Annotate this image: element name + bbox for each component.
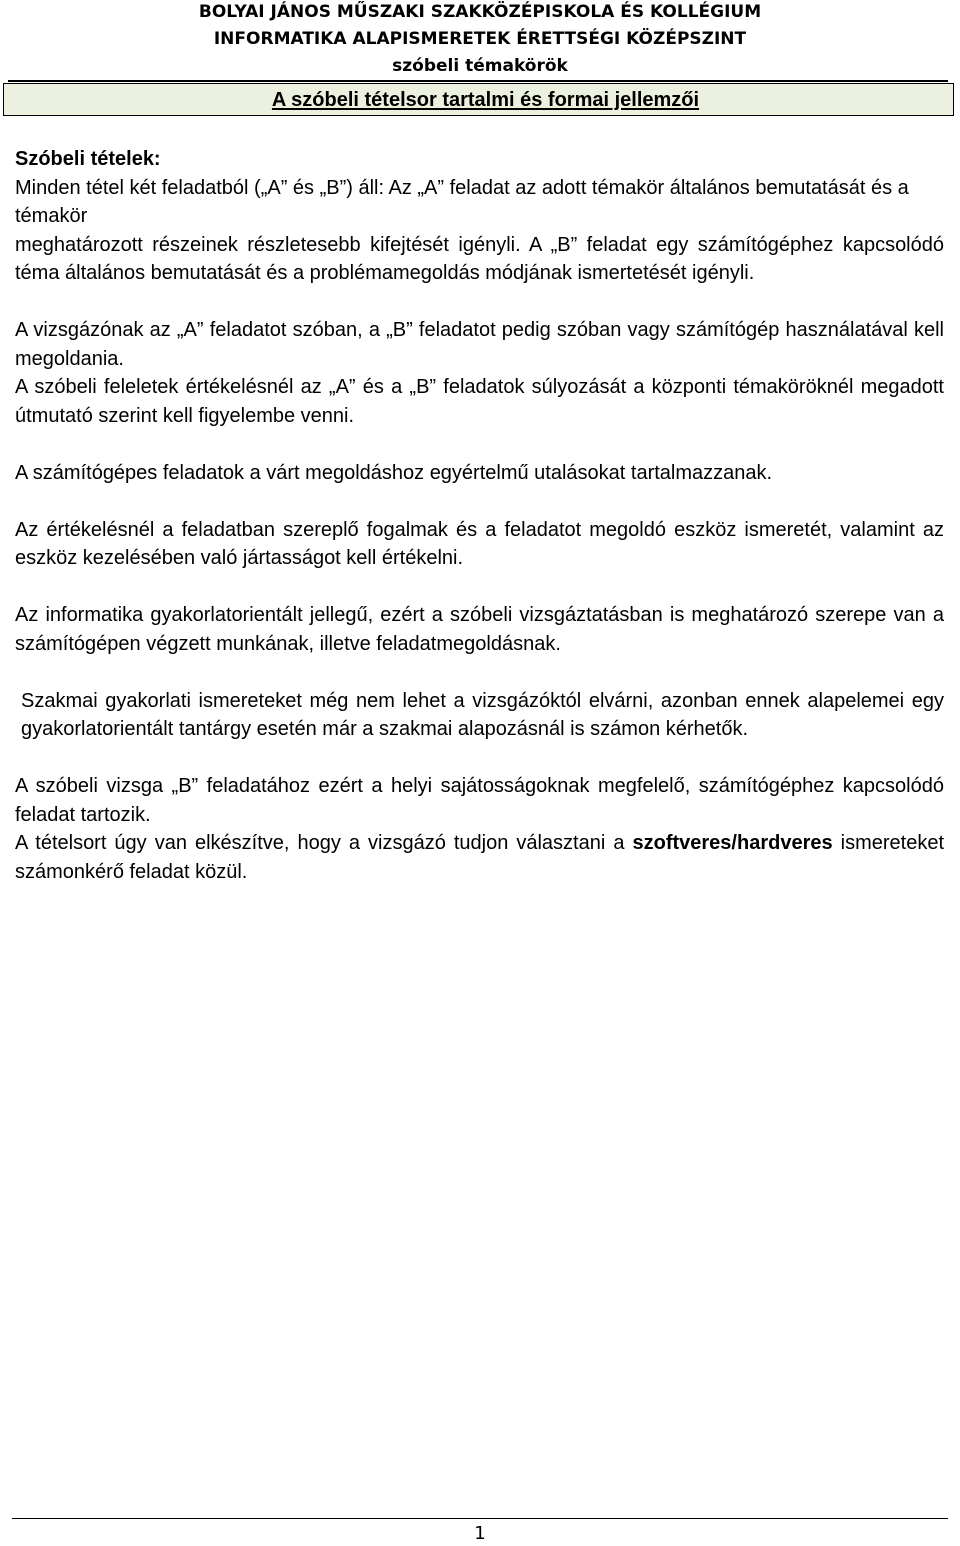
page-header [0, 0, 960, 80]
paragraph-computer-tasks: A számítógépes feladatok a várt megoldáshoz egyértelmű utalásokat tartalmazzanak. [15, 461, 773, 484]
footer-divider [12, 1518, 948, 1519]
paragraph-b-task: A szóbeli vizsga „B” feladatához ezért a helyi sajátosságoknak megfelelő, számítógéphez kapcsolódó feladat tartozik. [15, 775, 944, 826]
paragraph-intro-b: meghatározott részeinek részletesebb kifejtését igényli. A „B” feladat egy számítógéphez kapcsolódó téma általános bemutatását és a problémamegoldás módjának ismertetését igényli. [15, 233, 944, 284]
paragraph-intro-a: Minden tétel két feladatból („A” és „B”) áll: Az „A” feladat az adott témakör általános bemutatását és a témakör [15, 176, 909, 227]
paragraph-evaluation: Az értékelésnél a feladatban szereplő fogalmak és a feladatot megoldó eszköz ismeretét, valamint az eszköz kezelésében való jártasságot kell értékelni. [15, 518, 944, 569]
paragraph-practice-oriented: Az informatika gyakorlatorientált jellegű, ezért a szóbeli vizsgáztatásban is meghatározó szerepe van a számítógépen végzett munkának, illetve feladatmegoldásnak. [15, 604, 944, 655]
exam-name: INFORMATIKA ALAPISMERETEK ÉRETTSÉGI KÖZÉPSZINT [213, 29, 747, 49]
choice-text-end: ismereteket számonkérő feladat közül. [15, 832, 944, 883]
header-divider [8, 80, 948, 82]
document-body [15, 145, 944, 886]
header-subtitle: szóbeli témakörök [392, 56, 568, 76]
paragraph-weighting: A szóbeli feleletek értékelésnél az „A” és a „B” feladatok súlyozását a központi témaköröknél megadott útmutató szerint kell figyelembe venni. [15, 376, 944, 427]
choice-text-start: A tételsort úgy van elkészítve, hogy a vizsgázó tudjon választani a [15, 832, 625, 854]
document-title: A szóbeli tételsor tartalmi és formai jellemzői [271, 89, 700, 111]
paragraph-professional-skills: Szakmai gyakorlati ismereteket még nem lehet a vizsgázóktól elvárni, azonban ennek alapelemei egy gyakorlatorientált tantárgy esetén már a szakmai alapozásnál is számon kérhetők. [21, 689, 944, 740]
title-banner [3, 83, 954, 116]
paragraph-choice [15, 829, 944, 886]
choice-emphasis: szoftveres/hardveres [632, 832, 833, 854]
page-number: 1 [474, 1523, 486, 1544]
paragraph-oral-solution: A vizsgázónak az „A” feladatot szóban, a „B” feladatot pedig szóban vagy számítógép használatával kell megoldania. [15, 319, 944, 370]
section-heading: Szóbeli tételek: [15, 148, 161, 170]
school-name: BOLYAI JÁNOS MŰSZAKI SZAKKÖZÉPISKOLA ÉS KOLLÉGIUM [198, 2, 762, 22]
